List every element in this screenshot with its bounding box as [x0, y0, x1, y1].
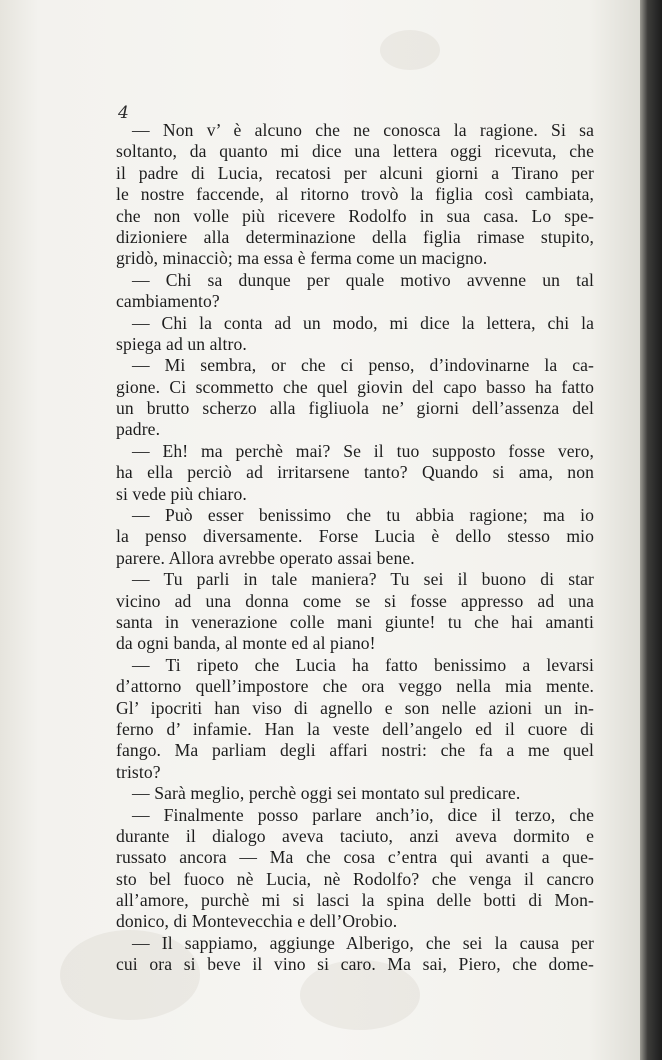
text-line: si vede più chiaro.	[116, 483, 247, 504]
text-line: la penso diversamente. Forse Lucia è dello stesso mio	[116, 526, 594, 547]
text-line: all’amore, purchè mi si lasci la spina delle botti di Mon-	[116, 890, 594, 911]
text-line: vicino ad una donna come se si fosse appresso ad una	[116, 590, 594, 611]
text-line: — Può esser benissimo che tu abbia ragione; ma io	[132, 505, 594, 526]
text-line: gridò, minacciò; ma essa è ferma come un macigno.	[116, 248, 488, 269]
text-line: — Ti ripeto che Lucia ha fatto benissimo a levarsi	[132, 654, 594, 675]
text-line: sto bel fuoco nè Lucia, nè Rodolfo? che venga il cancro	[116, 868, 594, 889]
text-line: — Non v’ è alcuno che ne conosca la ragione. Si sa	[132, 120, 594, 140]
page-number: 4	[118, 103, 129, 123]
text-line: gione. Ci scommetto che quel giovin del capo basso ha fatto	[116, 376, 594, 397]
text-line: parere. Allora avrebbe operato assai bene.	[116, 547, 415, 568]
text-line: ha ella perciò ad irritarsene tanto? Quando si ama, non	[116, 462, 594, 483]
text-line: cambiamento?	[116, 291, 220, 312]
text-line: — Finalmente posso parlare anch’io, dice il terzo, che	[132, 804, 594, 825]
text-line: — Tu parli in tale maniera? Tu sei il buono di star	[132, 569, 594, 590]
text-line: un brutto scherzo alla figliuola ne’ giorni dell’assenza del	[116, 398, 594, 419]
text-line: padre.	[116, 419, 161, 440]
book-spine-shadow	[640, 0, 662, 1060]
text-line: da ogni banda, al monte ed al piano!	[116, 633, 376, 654]
text-line: cui ora si beve il vino si caro. Ma sai, Piero, che dome-	[116, 954, 594, 975]
text-line: durante il dialogo aveva taciuto, anzi aveva dormito e	[116, 825, 594, 846]
text-line: dizioniere alla determinazione della figlia rimase stupito,	[116, 226, 594, 247]
text-line: d’attorno quell’impostore che ora veggo nella mia mente.	[116, 676, 594, 697]
text-line: Gl’ ipocriti han viso di agnello e son nelle azioni un in-	[116, 697, 594, 718]
text-line: — Chi la conta ad un modo, mi dice la lettera, chi la	[132, 312, 594, 333]
text-line: ferno d’ infamie. Han la veste dell’angelo ed il cuore di	[116, 718, 594, 739]
text-line: il padre di Lucia, recatosi per alcuni giorni a Tirano per	[116, 162, 594, 183]
text-line: donico, di Montevecchia e dell’Orobio.	[116, 911, 398, 932]
text-line: santa in venerazione colle mani giunte! tu che hai amanti	[116, 611, 594, 632]
text-line: spiega ad un altro.	[116, 333, 247, 354]
paper-stain	[380, 30, 440, 70]
text-line: soltanto, da quanto mi dice una lettera oggi ricevuta, che	[116, 141, 594, 162]
text-line: — Mi sembra, or che ci penso, d’indovinarne la ca-	[132, 355, 594, 376]
text-line: fango. Ma parliam degli affari nostri: che fa a me quel	[116, 740, 594, 761]
text-line: — Il sappiamo, aggiunge Alberigo, che sei la causa per	[132, 932, 594, 953]
body-text	[116, 120, 594, 976]
text-line: — Eh! ma perchè mai? Se il tuo supposto fosse vero,	[132, 440, 594, 461]
text-line: — Sarà meglio, perchè oggi sei montato sul predicare.	[132, 783, 521, 804]
text-line: che non volle più ricevere Rodolfo in sua casa. Lo spe-	[116, 205, 594, 226]
text-line: le nostre faccende, al ritorno trovò la figlia così cambiata,	[116, 184, 594, 205]
text-line: — Chi sa dunque per quale motivo avvenne un tal	[132, 269, 594, 290]
text-line: tristo?	[116, 761, 161, 782]
text-line: russato ancora — Ma che cosa c’entra qui avanti a que-	[116, 847, 594, 868]
